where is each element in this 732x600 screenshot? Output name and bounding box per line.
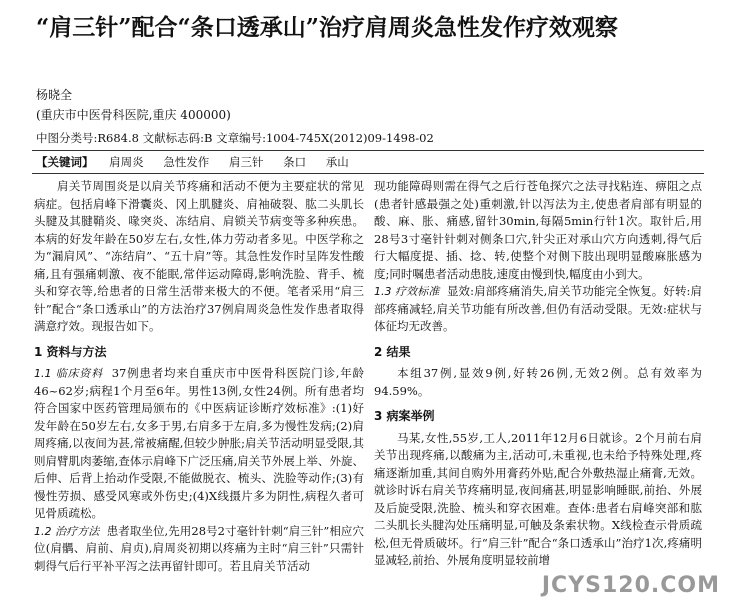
keywords-bar (32, 150, 704, 174)
results-paragraph: 本组37例,显效9例,好转26例,无效2例。总有效率为94.59%。 (374, 366, 702, 398)
treatment-paragraph (34, 523, 364, 576)
case-paragraph: 马某,女性,55岁,工人,2011年12月6日就诊。2个月前右肩关节出现疼痛,以酸痛为主,活动可,未重视,也未给予特殊处理,疼痛逐渐加重,其间自购外用膏药外贴,配合外敷热湿止痛膏,无效。就诊时诉右肩关节疼痛明显,夜间痛甚,明显影响睡眠,前抬、外展及后旋受限,洗脸、梳头和穿衣困难。查体:患者右肩峰突部和肱二头肌长头腱沟处压痛明显,可触及条索状物。X线检查示骨质疏松,但无骨质破坏。行“肩三针”配合“条口透承山”治疗1次,疼痛明显减轻,前抬、外展角度明显较前增 (374, 430, 702, 567)
subsection-label: 1.2 治疗方法 (34, 524, 100, 538)
section-heading-3: 3 病案举例 (374, 409, 435, 423)
criteria-paragraph (374, 283, 702, 336)
watermark: JCYS120.COM (541, 573, 720, 598)
author-name: 杨晓全 (36, 88, 73, 102)
article-title: “肩三针”配合“条口透承山”治疗肩周炎急性发作疗效观察 (36, 14, 618, 41)
classification-info: 中图分类号:R684.8 文献标志码:B 文章编号:1004-745X(2012)09-1498-02 (36, 131, 434, 145)
clinical-data-text: 37例患者均来自重庆市中医骨科医院门诊,年龄46~62岁;病程1个月至6年。男性13例,女性24例。所有患者均符合国家中医药管理局颁布的《中医病证诊断疗效标准》:(1)好发年龄在50岁左右,女多于男,右肩多于左肩,多为慢性发病;(2)肩周疼痛,以夜间为甚,常被痛醒,但较少肿胀;肩关节活动明显受限,其则肩臂肌肉萎缩,查体示肩峰下广泛压痛,肩关节外展上举、外旋、后伸、后背上抬动作受限,不能做脱衣、梳头、洗脸等动作;(3)有慢性劳损、感受风寒或外伤史;(4)X线摄片多为阴性,病程久者可见骨质疏松。 (34, 366, 364, 520)
intro-paragraph: 肩关节周围炎是以肩关节疼痛和活动不便为主要症状的常见病症。包括肩峰下滑囊炎、冈上肌腱炎、肩袖破裂、肱二头肌长头腱及其腱鞘炎、喙突炎、冻结肩、肩锁关节病变等多种疾患。本病的好发年龄在50岁左右,女性,体力劳动者多见。中医学称之为“漏肩风”、“冻结肩”、“五十肩”等。其急性发作时呈阵发性酸痛,且有强痛刺激、夜不能眠,常伴运动障碍,影响洗脸、背手、梳头和穿衣等,给患者的日常生活带来极大的不便。笔者采用“肩三针”配合“条口透承山”的方法治疗37例肩周炎急性发作患者取得满意疗效。现报告如下。 (34, 179, 364, 333)
treatment-continued: 现功能障碍则需在得气之后行苍龟探穴之法寻找粘连、痹阻之点(患者针感最强之处)重刺激,针以泻法为主,使患者肩部有明显的酸、麻、胀、痛感,留针30min,每隔5min行针1次。取针后,用28号3寸毫针针刺对侧条口穴,针尖正对承山穴方向透刺,得气后行大幅度提、插、捻、转,使整个对侧下肢出现明显酸麻胀感为度;同时嘱患者活动患肢,速度由慢到快,幅度由小到大。 (374, 179, 702, 281)
keyword: 承山 (325, 155, 349, 169)
section-heading-2: 2 结果 (374, 344, 411, 359)
keyword: 条口 (283, 155, 307, 169)
subsection-label: 1.3 疗效标准 (374, 285, 440, 298)
keyword: 肩周炎 (109, 155, 144, 169)
treatment-text: 患者取坐位,先用28号2寸毫针针刺“肩三针”相应穴位(肩髃、肩前、肩贞),肩周炎初期以疼痛为主时“肩三针”只需针刺得气后行平补平泻之法再留针即可。若且肩关节活动 (34, 523, 364, 573)
author-affiliation: (重庆市中医骨科医院,重庆 400000) (36, 108, 231, 122)
criteria-text: 显效:肩部疼痛消失,肩关节功能完全恢复。好转:肩部疼痛减轻,肩关节功能有所改善,但仍有活动受限。无效:症状与体征均无改善。 (374, 284, 703, 333)
keyword: 肩三针 (228, 155, 264, 169)
keyword: 急性发作 (163, 155, 210, 169)
clinical-data-paragraph (34, 365, 364, 523)
right-column (374, 178, 702, 570)
left-column (34, 178, 364, 575)
subsection-label: 1.1 临床资料 (34, 367, 103, 380)
keywords-label: 【关键词】 (36, 155, 94, 169)
section-heading-1: 1 资料与方法 (34, 344, 107, 359)
